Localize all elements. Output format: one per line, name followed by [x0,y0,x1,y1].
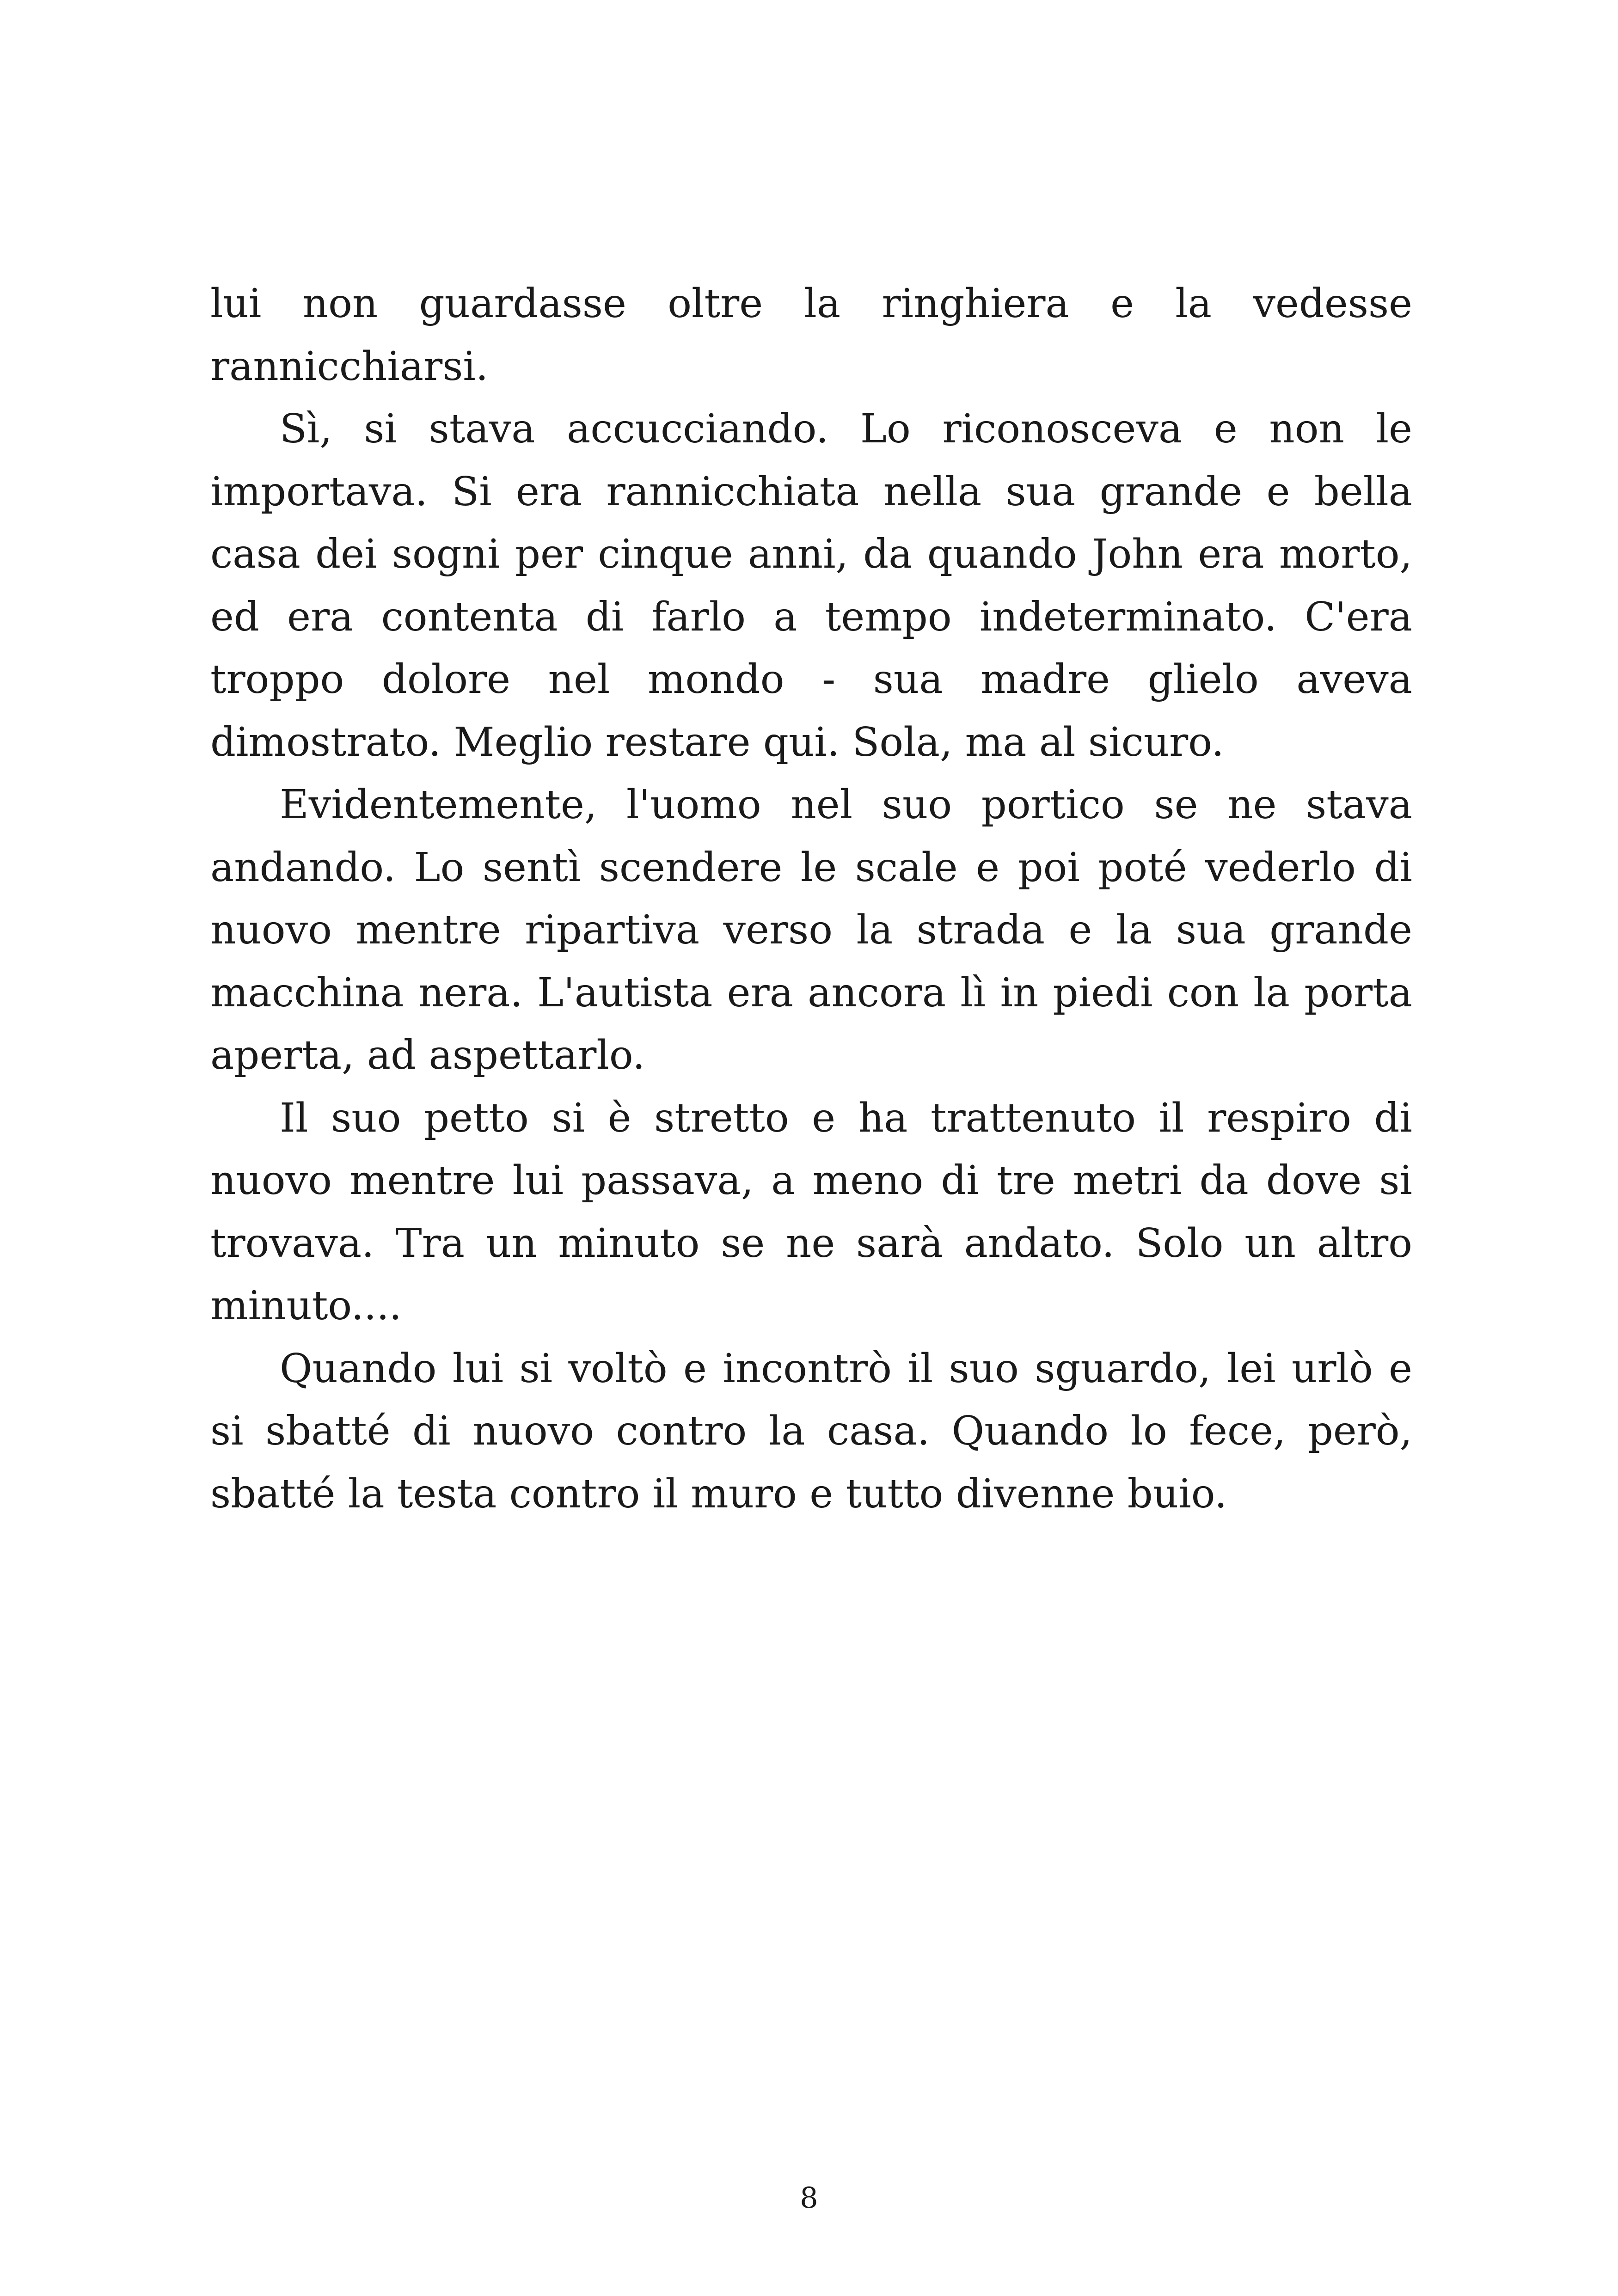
page-number: 8 [800,2181,818,2215]
body-text [210,273,1412,1525]
paragraph-5: Quando lui si voltò e incontrò il suo sguardo, lei urlò e si sbatté di nuovo contro la casa. Quando lo fece, però, sbatté la testa contro il muro e tutto divenne buio. [210,1345,1412,1517]
paragraph-1: lui non guardasse oltre la ringhiera e la vedesse rannicchiarsi. [210,281,1412,390]
paragraph-2: Sì, si stava accucciando. Lo riconosceva e non le importava. Si era rannicchiata nella sua grande e bella casa dei sogni per cinque anni, da quando John era morto, ed era contenta di farlo a tempo indeterminato. C'era troppo dolore nel mondo - sua madre glielo aveva dimostrato. Meglio restare qui. Sola, ma al sicuro. [210,406,1412,765]
paragraph-3: Evidentemente, l'uomo nel suo portico se ne stava andando. Lo sentì scendere le scale e poi poté vederlo di nuovo mentre ripartiva verso la strada e la sua grande macchina nera. L'autista era ancora lì in piedi con la porta aperta, ad aspettarlo. [210,782,1412,1078]
paragraph-4: Il suo petto si è stretto e ha trattenuto il respiro di nuovo mentre lui passava, a meno di tre metri da dove si trovava. Tra un minuto se ne sarà andato. Solo un altro minuto.... [210,1095,1412,1329]
